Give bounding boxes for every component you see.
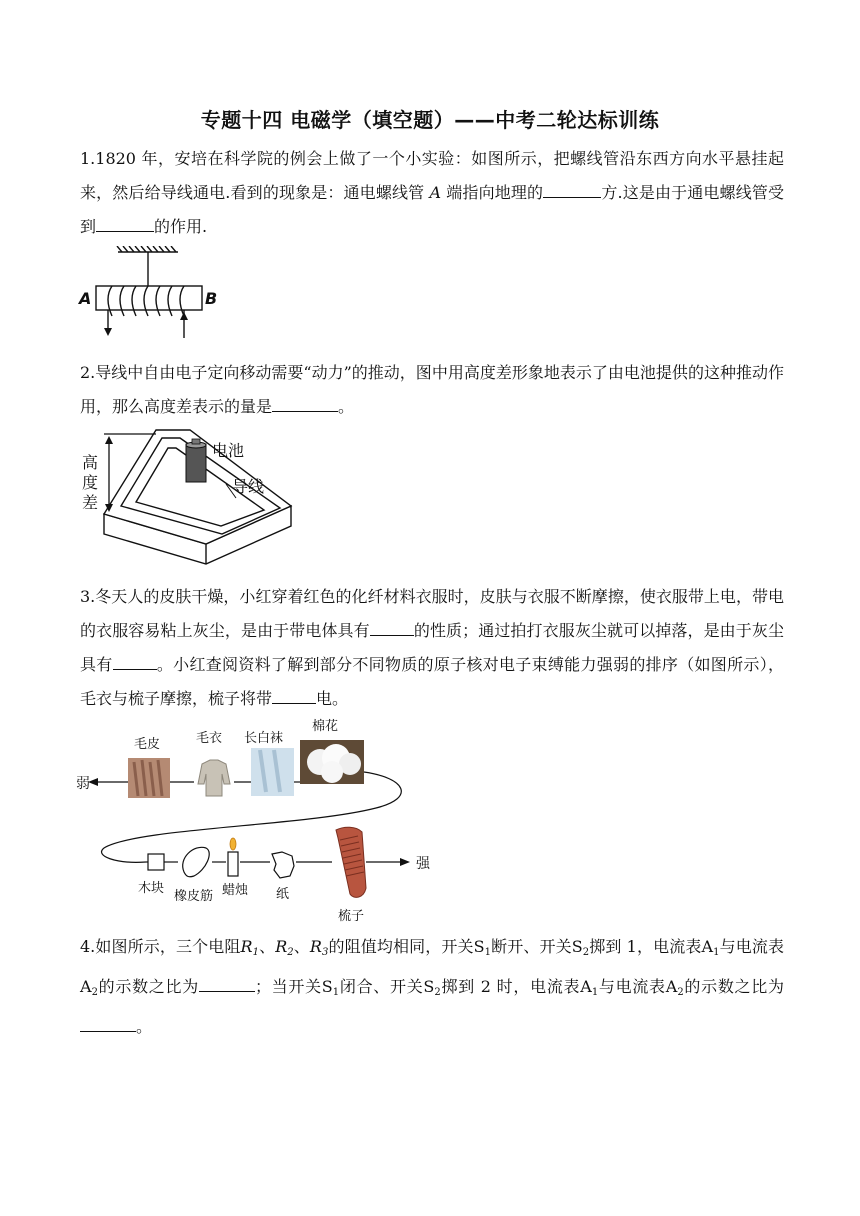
q1-text-3: 方.这是由于通电螺线管受到: [80, 183, 784, 236]
q4-r1: [241, 937, 259, 956]
question-1: [80, 142, 784, 244]
paper-icon: [272, 852, 294, 878]
page-title: 专题十四 电磁学（填空题）——中考二轮达标训练: [200, 108, 660, 132]
rubber-label: 橡皮筋: [174, 889, 214, 904]
question-3: [80, 580, 784, 716]
q4-ammeter-a1b-sub: 1: [591, 987, 599, 998]
q4-switch-s2b-sub: 2: [434, 987, 441, 998]
paper-label: 纸: [276, 887, 290, 902]
q1-answer-blank-2[interactable]: [96, 213, 154, 232]
q2-text: 2.导线中自由电子定向移动需要“动力”的推动，图中用高度差形象地表示了由电池提供的这种推动作用，那么高度差表示的量是: [80, 363, 784, 416]
question-2: [80, 356, 784, 424]
q4-r3-letter: R: [309, 937, 322, 956]
q3-answer-blank-2[interactable]: [113, 651, 157, 670]
height-difference-figure: [76, 426, 306, 570]
q3-text-1: 3.冬天人的皮肤干燥，小红穿着红色的化纤材料衣服时，皮肤与衣服不断摩擦，使衣服带上电，带电的衣服容易粘上灰尘，是由于带电体具有: [80, 587, 784, 640]
q4-r2: [275, 937, 293, 956]
solenoid-figure: [76, 246, 226, 346]
q4-switch-s1-letter: S: [473, 937, 485, 956]
q4-text-1: 4.如图所示，三个电阻: [80, 937, 241, 956]
comb-label: 梳子: [338, 909, 365, 924]
q4-r2-sub: 2: [287, 947, 294, 958]
q2-end: 。: [338, 397, 355, 416]
q4-r1-letter: R: [240, 937, 253, 956]
q4-switch-s1b-sub: 1: [332, 987, 340, 998]
q4-text-6: 的示数之比为: [97, 977, 199, 996]
q4-text-7: ；当开关: [254, 977, 322, 996]
q4-text-2: 的阻值均相同，开关: [328, 937, 474, 956]
height-label-char-2: 度: [82, 473, 99, 492]
q4-sep-2: 、: [293, 937, 310, 956]
q4-r3-sub: 3: [321, 947, 329, 958]
q4-ammeter-a2b-letter: A: [665, 977, 678, 996]
q4-r2-letter: R: [275, 937, 288, 956]
q4-switch-s2-sub: 2: [582, 947, 590, 958]
q4-text-11: 的示数之比为: [683, 977, 784, 996]
wood-label: 木块: [138, 881, 165, 896]
q3-text-4: 电。: [316, 689, 349, 708]
q4-text-12: 。: [136, 1017, 153, 1036]
sweater-label: 毛衣: [196, 731, 223, 746]
candle-label: 蜡烛: [222, 883, 249, 898]
q1-text-1: 1.1820 年，安培在科学院的例会上做了一个小实验：如图所示，把螺线管沿东西方向水平悬挂起来，然后给导线通电.看到的现象是：通电螺线管: [80, 149, 784, 202]
q4-switch-s1b-letter: S: [321, 977, 333, 996]
q4-answer-blank-1[interactable]: [199, 973, 255, 992]
q3-answer-blank-3[interactable]: [272, 685, 316, 704]
height-label-char-1: 高: [82, 453, 99, 472]
solenoid-label-a: A: [79, 289, 92, 308]
q4-text-8: 闭合、开关: [339, 977, 424, 996]
q4-text-3: 断开、开关: [490, 937, 572, 956]
q3-text-2: 的性质；通过拍打衣服灰尘就可以掉落，是由于灰尘具有: [80, 621, 784, 674]
triboelectric-series-figure: [76, 718, 456, 926]
q4-switch-s1-sub: 1: [484, 947, 491, 958]
comb-icon: [336, 827, 366, 897]
q4-text-10: 与电流表: [598, 977, 666, 996]
q4-text-4: 掷到 1，电流表: [589, 937, 702, 956]
fur-label: 毛皮: [134, 737, 161, 752]
q4-text-9: 掷到 2 时，电流表: [440, 977, 581, 996]
sock-label: 长白袜: [244, 731, 284, 746]
battery-label: 电池: [212, 441, 245, 460]
q4-ammeter-a2-sub: 2: [91, 987, 98, 998]
cotton-label: 棉花: [312, 719, 339, 734]
strong-label: 强: [416, 856, 430, 872]
q4-text-5: 与电流表: [719, 937, 784, 956]
q3-text-3: 。小红查阅资料了解到部分不同物质的原子核对电子束缚能力强弱的排序（如图所示），毛衣与梳子摩擦，梳子将带: [80, 655, 784, 708]
q4-r3: [310, 937, 328, 956]
rubber-band-icon: [183, 847, 210, 876]
q4-switch-s2-letter: S: [571, 937, 583, 956]
q4-ammeter-a1b-letter: A: [580, 977, 592, 996]
sock-image: [251, 748, 294, 796]
q4-ammeter-a2b-sub: 2: [677, 987, 684, 998]
q4-ammeter-a1-sub: 1: [713, 947, 720, 958]
q1-text-2: 端指向地理的: [441, 183, 544, 202]
q4-answer-blank-2[interactable]: [80, 1013, 136, 1032]
q3-answer-blank-1[interactable]: [370, 617, 414, 636]
q4-sep-1: 、: [258, 937, 276, 956]
q2-answer-blank[interactable]: [272, 393, 338, 412]
wire-label: 导线: [232, 477, 265, 496]
candle-icon: [228, 852, 238, 876]
height-label-char-3: 差: [82, 493, 99, 512]
q1-var-a: A: [429, 183, 442, 202]
q1-answer-blank-1[interactable]: [543, 179, 601, 198]
solenoid-label-b: B: [205, 289, 218, 308]
q4-ammeter-a1-letter: A: [701, 937, 714, 956]
q4-r1-sub: 1: [252, 947, 259, 958]
question-4: [80, 930, 784, 1044]
weak-label: 弱: [76, 776, 90, 792]
q4-switch-s2b-letter: S: [423, 977, 435, 996]
wood-block-icon: [148, 854, 164, 870]
q4-ammeter-a2-letter: A: [80, 977, 92, 996]
q1-text-4: 的作用.: [154, 217, 208, 236]
